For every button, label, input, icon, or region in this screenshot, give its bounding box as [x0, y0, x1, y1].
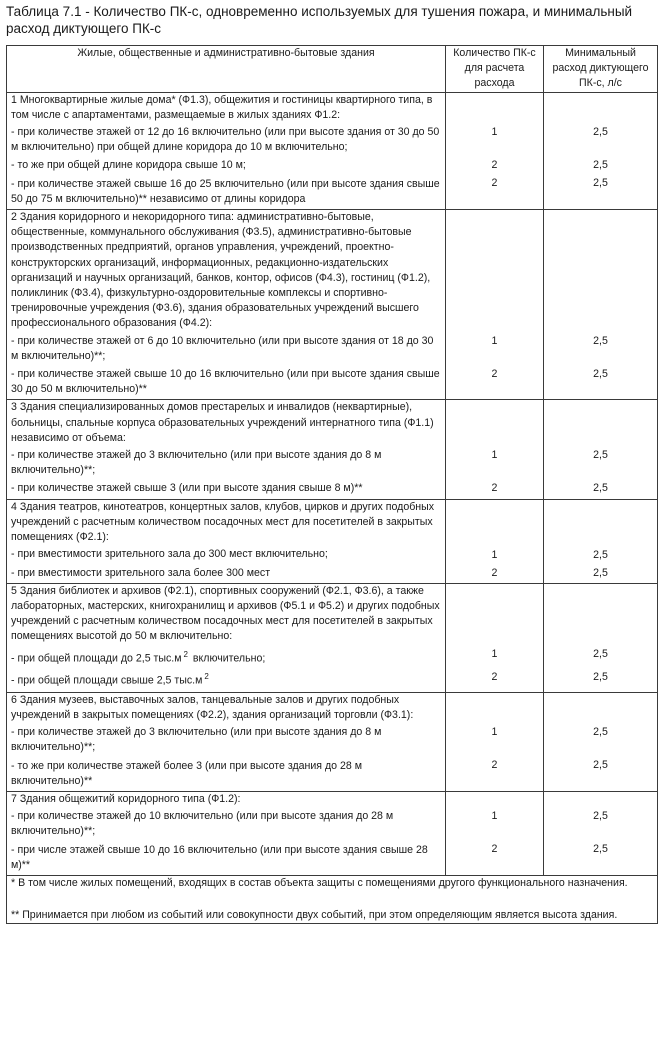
footnote-1: * В том числе жилых помещений, входящих в состав объекта защиты с помещениями другого функционального назначения.: [11, 876, 628, 889]
group-description-cell: [7, 499, 446, 583]
table-group-row: [7, 583, 658, 692]
count-value: 2: [491, 566, 498, 579]
condition-text: [11, 758, 441, 791]
table-group-row: [7, 92, 658, 209]
group-title: 3 Здания специализированных домов престарелых и инвалидов (неквартирные), больницы, спальные корпуса образовательных учреждений интернатного типа (Ф1.1) независимо от объема:: [11, 401, 434, 444]
group-description-cell: [7, 791, 446, 875]
flow-value: 2,5: [593, 842, 608, 855]
condition-text: [11, 546, 441, 564]
group-description-cell: [7, 583, 446, 692]
count-value: 1: [491, 809, 498, 822]
count-value: 2: [491, 368, 498, 381]
condition-label: - при количестве этажей от 12 до 16 включительно (или при высоте здания от 30 до 50 м включительно) при общей длине коридора до 10 м включительно;: [11, 126, 440, 154]
condition-label: - при количестве этажей свыше 3 (или при высоте здания свыше 8 м)**: [11, 482, 363, 495]
count-value: 1: [491, 647, 498, 660]
superscript: 2: [204, 672, 209, 682]
condition-text: [11, 157, 441, 175]
condition-label: - при общей площади свыше 2,5 тыс.м: [11, 674, 203, 687]
condition-label: - то же при общей длине коридора свыше 10 м;: [11, 159, 246, 172]
flow-value: 2,5: [593, 158, 608, 171]
count-value: 2: [491, 842, 498, 855]
group-count-cell: [446, 791, 544, 875]
condition-label: - при общей площади до 2,5 тыс.м: [11, 652, 182, 665]
group-description-cell: [7, 692, 446, 791]
condition-label: - при количестве этажей свыше 16 до 25 включительно (или при высоте здания свыше 50 до 75 м включительно)** независимо от длины коридора: [11, 177, 440, 205]
footnotes-cell: [7, 875, 658, 923]
table-group-row: [7, 499, 658, 583]
group-title: 1 Многоквартирные жилые дома* (Ф1.3), общежития и гостиницы квартирного типа, в том числе с апартаментами, размещаемые в жилых зданиях Ф1.2:: [11, 93, 433, 121]
header-count: Количество ПК-с для расчета расхода: [446, 46, 544, 93]
condition-label: - при вместимости зрительного зала до 300 мест включительно;: [11, 548, 328, 561]
group-flow-cell: [544, 791, 658, 875]
table-group-row: [7, 791, 658, 875]
condition-text: [11, 565, 441, 583]
condition-text: [11, 333, 441, 366]
flow-value: 2,5: [593, 176, 608, 189]
header-flow: Минимальный расход диктующего ПК-с, л/с: [544, 46, 658, 93]
fire-hydrant-table: [6, 45, 658, 924]
count-value: 1: [491, 335, 498, 348]
count-value: 1: [491, 449, 498, 462]
superscript: 2: [183, 649, 188, 659]
condition-label: - при количестве этажей свыше 10 до 16 включительно (или при высоте здания свыше 30 до 50 м включительно)**: [11, 368, 440, 396]
group-flow-cell: [544, 400, 658, 499]
table-header-row: [7, 46, 658, 93]
group-description-cell: [7, 400, 446, 499]
condition-text: [11, 176, 441, 209]
count-value: 1: [491, 725, 498, 738]
header-building-type: Жилые, общественные и административно-бытовые здания: [7, 46, 446, 93]
condition-label: - при вместимости зрительного зала более 300 мест: [11, 566, 271, 579]
group-description-cell: [7, 210, 446, 400]
flow-value: 2,5: [593, 566, 608, 579]
group-count-cell: [446, 400, 544, 499]
condition-label: - при количестве этажей до 3 включительно (или при высоте здания до 8 м включительно)**;: [11, 449, 382, 477]
table-group-row: [7, 210, 658, 400]
condition-text: [11, 480, 441, 498]
group-flow-cell: [544, 583, 658, 692]
flow-value: 2,5: [593, 758, 608, 771]
condition-text: [11, 842, 441, 875]
group-title: 2 Здания коридорного и некоридорного типа: административно-бытовые, общественные, коммунального обслуживания (Ф3.5), административно-бытовые производственных предприятий, органов управления, учреждений, проектно-конструкторских организаций, информационных, редакционно-издательских организаций и научных организаций, банков, контор, офисов (Ф4.3), гостиниц (Ф1.2), поликлиник (Ф3.4), физкультурно-оздоровительные комплексы и спортивно-тренировочные учреждения (Ф3.6), здания образовательных учреждений высшего профессионального образования (Ф4.2):: [11, 211, 431, 330]
group-count-cell: [446, 92, 544, 209]
condition-label: - при количестве этажей до 3 включительно (или при высоте здания до 8 м включительно)**;: [11, 726, 382, 754]
count-value: 2: [491, 670, 498, 683]
condition-text: [11, 447, 441, 480]
condition-text: [11, 646, 441, 669]
flow-value: 2,5: [593, 482, 608, 495]
table-caption: Таблица 7.1 - Количество ПК-с, одновременно используемых для тушения пожара, и минимальный расход диктующего ПК-с: [6, 4, 633, 36]
count-value: 2: [491, 176, 498, 189]
count-value: 2: [491, 758, 498, 771]
flow-value: 2,5: [593, 125, 608, 138]
condition-label: - при числе этажей свыше 10 до 16 включительно (или при высоте здания свыше 28 м)**: [11, 843, 428, 871]
table-group-row: [7, 400, 658, 499]
group-title: 4 Здания театров, кинотеатров, концертных залов, клубов, цирков и других подобных учреждений с расчетным количеством посадочных мест для посетителей в закрытых помещениях (Ф2.1):: [11, 500, 435, 544]
condition-label: - при количестве этажей от 6 до 10 включительно (или при высоте здания от 18 до 30 м включительно)**;: [11, 334, 434, 362]
footnotes-row: [7, 875, 658, 923]
group-title: 5 Здания библиотек и архивов (Ф2.1), спортивных сооружений (Ф2.1, Ф3.6), а также лабораторных, мастерских, книгохранилищ и архивов (Ф5.1 и Ф5.2) и других подобных учреждений с расчетным количеством посадочных мест для посетителей в закрытых помещениях высотой до 50 м включительно:: [11, 584, 440, 643]
condition-label: - при количестве этажей до 10 включительно (или при высоте здания до 28 м включительно)**;: [11, 810, 394, 838]
table-group-row: [7, 692, 658, 791]
condition-text: [11, 724, 441, 757]
flow-value: 2,5: [593, 670, 608, 683]
count-value: 1: [491, 125, 498, 138]
group-count-cell: [446, 210, 544, 400]
group-title: 6 Здания музеев, выставочных залов, танцевальные залов и других подобных учреждений в закрытых помещениях (Ф2.2), здания организаций торговли (Ф3.1):: [11, 693, 414, 721]
condition-text: [11, 124, 441, 157]
flow-value: 2,5: [593, 548, 608, 561]
flow-value: 2,5: [593, 449, 608, 462]
condition-label-suffix: включительно;: [189, 652, 266, 665]
group-flow-cell: [544, 92, 658, 209]
group-description-cell: [7, 92, 446, 209]
group-flow-cell: [544, 692, 658, 791]
group-count-cell: [446, 692, 544, 791]
condition-text: [11, 808, 441, 841]
flow-value: 2,5: [593, 725, 608, 738]
count-value: 1: [491, 548, 498, 561]
group-flow-cell: [544, 210, 658, 400]
condition-text: [11, 668, 441, 691]
condition-label: - то же при количестве этажей более 3 (или при высоте здания до 28 м включительно)**: [11, 759, 363, 787]
group-flow-cell: [544, 499, 658, 583]
table-body: [7, 92, 658, 875]
count-value: 2: [491, 158, 498, 171]
group-count-cell: [446, 499, 544, 583]
group-title: 7 Здания общежитий коридорного типа (Ф1.2):: [11, 792, 241, 805]
footnote-2: ** Принимается при любом из событий или совокупности двух событий, при этом определяющим является высота здания.: [11, 909, 618, 922]
flow-value: 2,5: [593, 335, 608, 348]
count-value: 2: [491, 482, 498, 495]
flow-value: 2,5: [593, 368, 608, 381]
flow-value: 2,5: [593, 809, 608, 822]
group-count-cell: [446, 583, 544, 692]
flow-value: 2,5: [593, 647, 608, 660]
condition-text: [11, 366, 441, 399]
